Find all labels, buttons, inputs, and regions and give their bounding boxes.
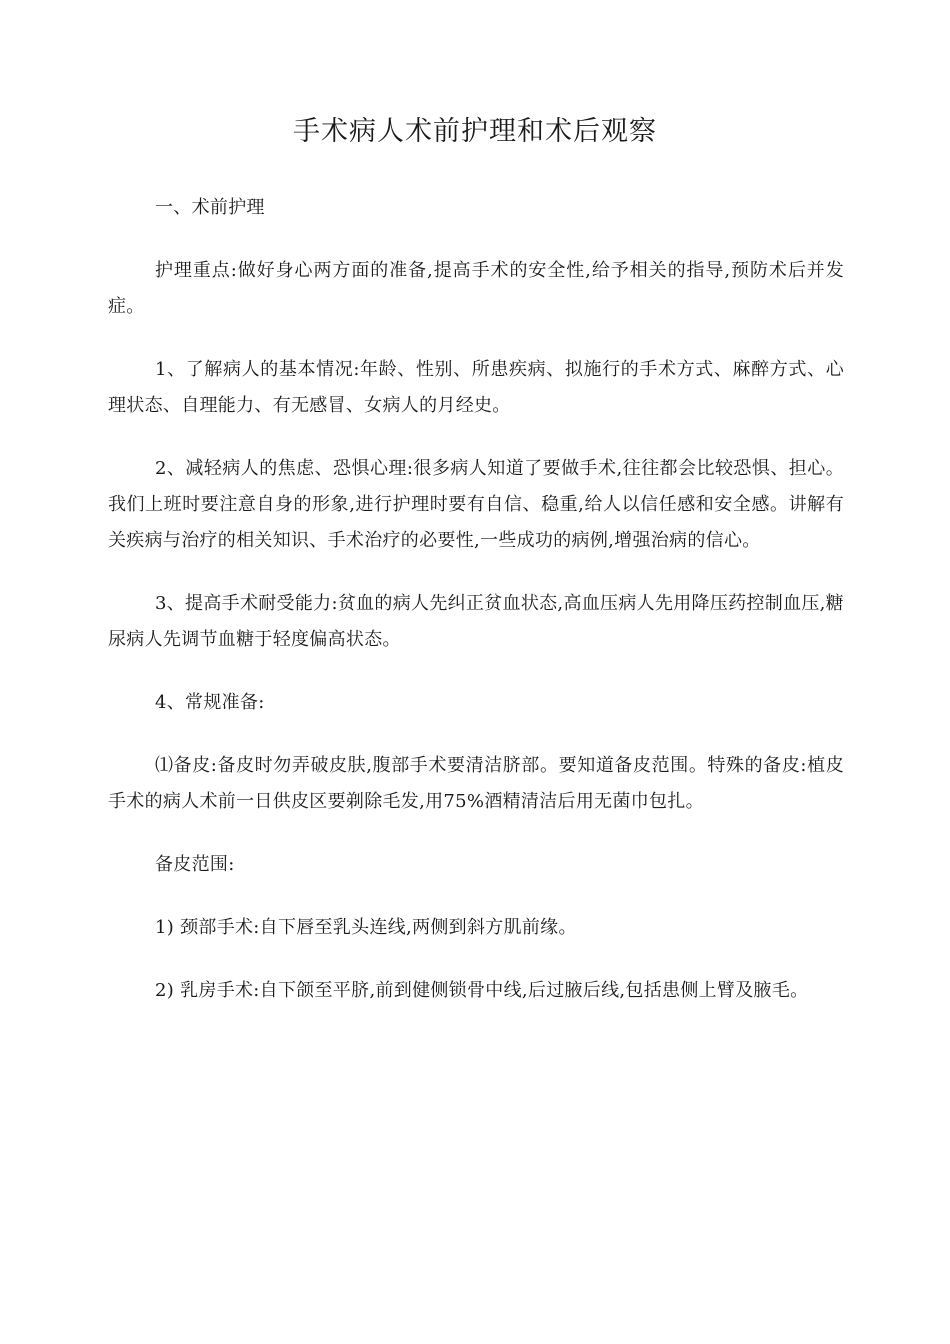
paragraph-skin-prep: ⑴备皮:备皮时勿弄破皮肤,腹部手术要清洁脐部。要知道备皮范围。特殊的备皮:植皮手术的病人术前一日供皮区要剃除毛发,用75%酒精清洁后用无菌巾包扎。: [108, 755, 844, 812]
paragraph-item-3: 3、提高手术耐受能力:贫血的病人先纠正贫血状态,高血压病人先用降压药控制血压,糖尿病人先调节血糖于轻度偏高状态。: [108, 593, 844, 650]
section-heading-preop-care: 一、术前护理: [155, 197, 265, 218]
document-body: [108, 190, 844, 1036]
paragraph-item-2: 2、减轻病人的焦虑、恐惧心理:很多病人知道了要做手术,往往都会比较恐惧、担心。我们上班时要注意自身的形象,进行护理时要有自信、稳重,给人以信任感和安全感。讲解有关疾病与治疗的相关知识、手术治疗的必要性,一些成功的病例,增强治病的信心。: [108, 458, 844, 551]
paragraph-skin-prep-range-heading: 备皮范围:: [155, 854, 235, 875]
paragraph-care-focus: 护理重点:做好身心两方面的准备,提高手术的安全性,给予相关的指导,预防术后并发症。: [108, 260, 844, 317]
paragraph-item-4: 4、常规准备:: [155, 692, 265, 713]
paragraph-item-1: 1、了解病人的基本情况:年龄、性别、所患疾病、拟施行的手术方式、麻醉方式、心理状态、自理能力、有无感冒、女病人的月经史。: [108, 359, 844, 416]
paragraph-breast-surgery: 2) 乳房手术:自下颌至平脐,前到健侧锁骨中线,后过腋后线,包括患侧上臂及腋毛。: [155, 980, 809, 1001]
paragraph-neck-surgery: 1) 颈部手术:自下唇至乳头连线,两侧到斜方肌前缘。: [155, 917, 577, 938]
document-title: 手术病人术前护理和术后观察: [293, 116, 657, 147]
